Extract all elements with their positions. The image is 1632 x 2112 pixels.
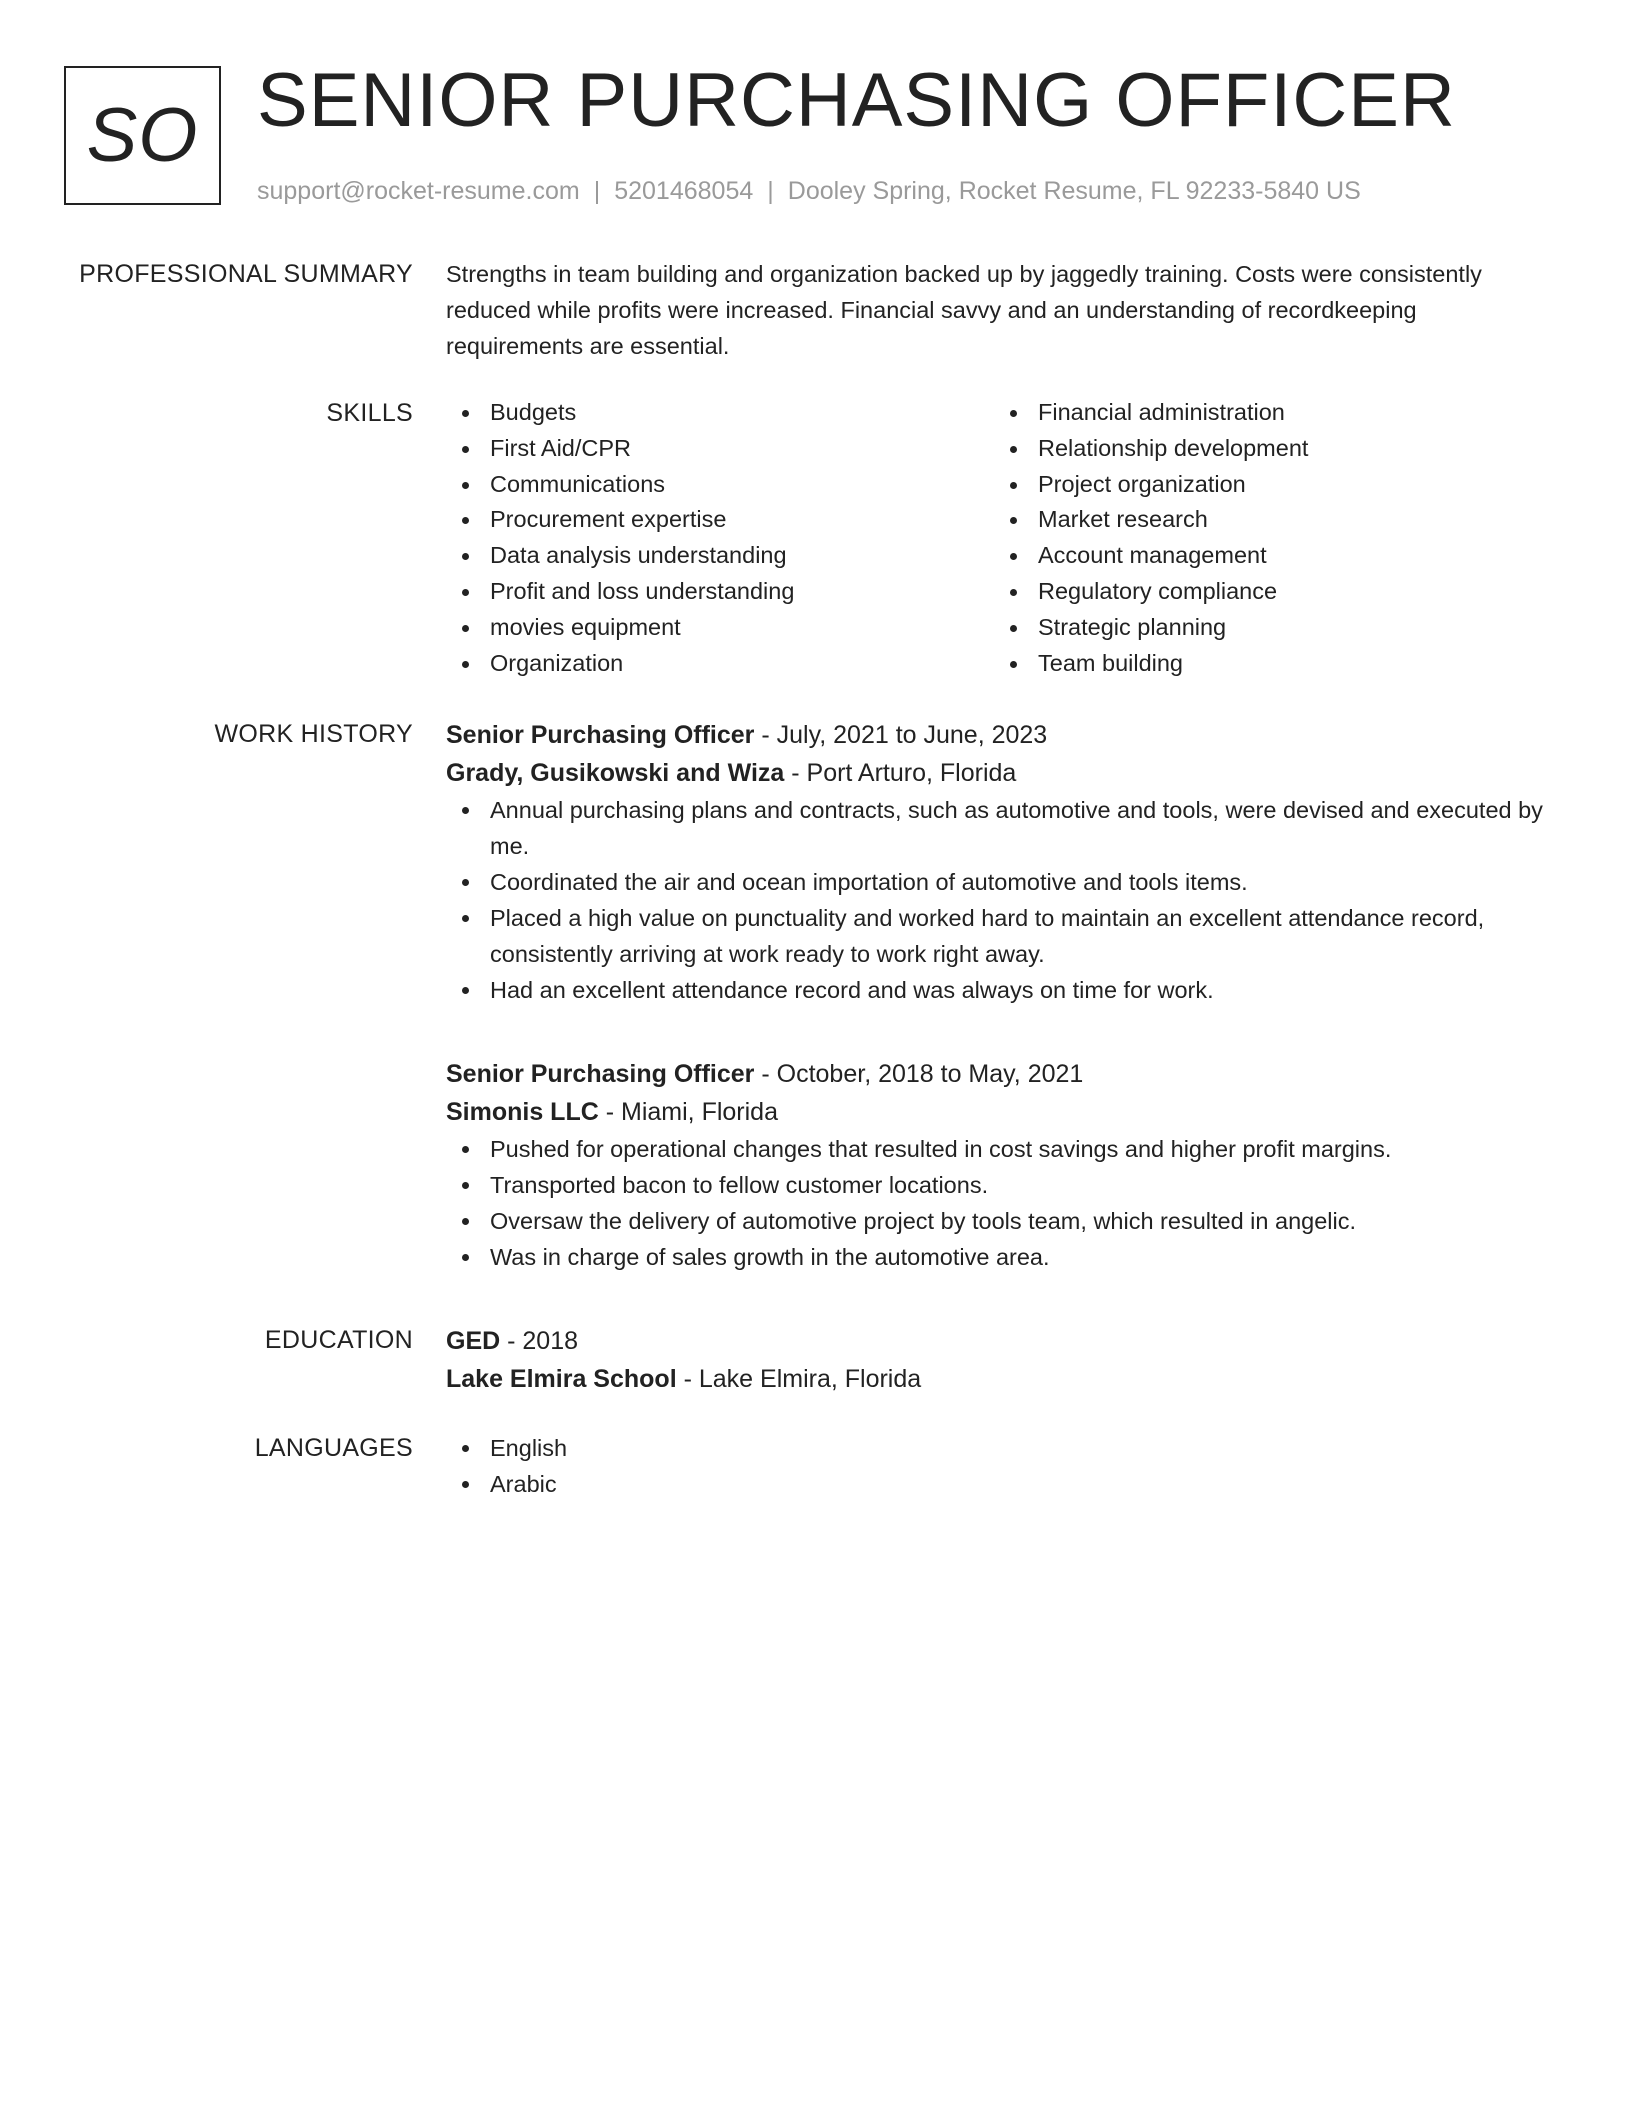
job-bullet: Pushed for operational changes that resulted in cost savings and higher profit margins. xyxy=(446,1131,1546,1167)
skills-list-left xyxy=(446,395,994,681)
skill-item: Data analysis understanding xyxy=(446,538,994,574)
education-degree-line xyxy=(446,1322,1546,1360)
languages-content xyxy=(446,1430,1546,1502)
job-location: - Port Arturo, Florida xyxy=(784,759,1017,787)
job-location: - Miami, Florida xyxy=(598,1098,778,1126)
skill-item: Relationship development xyxy=(994,431,1542,467)
job-entry xyxy=(446,716,1546,1008)
job-bullet: Placed a high value on punctuality and worked hard to maintain an excellent attendance record, consistently arriving at work ready to work right away. xyxy=(446,900,1546,972)
contact-separator: | xyxy=(593,177,601,205)
contact-line xyxy=(257,174,1361,208)
education-heading: EDUCATION xyxy=(264,1326,413,1354)
language-item: Arabic xyxy=(446,1466,1546,1502)
skill-item: Procurement expertise xyxy=(446,502,994,538)
skills-content xyxy=(446,395,1546,681)
work-history-heading: WORK HISTORY xyxy=(214,720,413,748)
education-degree: GED xyxy=(446,1327,501,1355)
job-title-line xyxy=(446,1055,1546,1093)
job-bullet: Had an excellent attendance record and was always on time for work. xyxy=(446,972,1546,1008)
job-dates: - July, 2021 to June, 2023 xyxy=(754,721,1048,749)
job-bullet: Transported bacon to fellow customer locations. xyxy=(446,1167,1546,1203)
education-entry xyxy=(446,1322,1546,1398)
skill-item: Team building xyxy=(994,646,1542,682)
skills-heading: SKILLS xyxy=(326,399,413,427)
skill-item: Project organization xyxy=(994,467,1542,503)
candidate-title: SENIOR PURCHASING OFFICER xyxy=(257,58,1456,143)
skill-item: movies equipment xyxy=(446,610,994,646)
skills-list-right xyxy=(994,395,1542,681)
education-year: - 2018 xyxy=(500,1327,579,1355)
skill-item: Account management xyxy=(994,538,1542,574)
summary-content xyxy=(446,256,1546,364)
summary-heading: PROFESSIONAL SUMMARY xyxy=(79,260,413,288)
job-title: Senior Purchasing Officer xyxy=(446,721,755,749)
job-entry xyxy=(446,1055,1546,1275)
language-item: English xyxy=(446,1430,1546,1466)
skill-item: Budgets xyxy=(446,395,994,431)
skill-item: First Aid/CPR xyxy=(446,431,994,467)
job-bullets xyxy=(446,1131,1546,1275)
languages-list xyxy=(446,1430,1546,1502)
skill-item: Profit and loss understanding xyxy=(446,574,994,610)
job-bullet: Was in charge of sales growth in the automotive area. xyxy=(446,1239,1546,1275)
education-location: - Lake Elmira, Florida xyxy=(676,1365,922,1393)
skill-item: Organization xyxy=(446,646,994,682)
skill-item: Market research xyxy=(994,502,1542,538)
contact-separator: | xyxy=(767,177,774,205)
job-dates: - October, 2018 to May, 2021 xyxy=(754,1060,1084,1088)
job-title-line xyxy=(446,716,1546,754)
skill-item: Strategic planning xyxy=(994,610,1542,646)
skill-item: Communications xyxy=(446,467,994,503)
contact-email: support@rocket-resume.com xyxy=(257,177,580,205)
contact-phone: 5201468054 xyxy=(614,177,754,205)
job-company: Grady, Gusikowski and Wiza xyxy=(446,759,785,787)
job-company: Simonis LLC xyxy=(446,1098,599,1126)
skill-item: Regulatory compliance xyxy=(994,574,1542,610)
job-bullet: Coordinated the air and ocean importation of automotive and tools items. xyxy=(446,864,1546,900)
job-company-line xyxy=(446,1093,1546,1131)
education-school-line xyxy=(446,1360,1546,1398)
contact-address: Dooley Spring, Rocket Resume, FL 92233-5840 US xyxy=(787,177,1361,205)
education-school: Lake Elmira School xyxy=(446,1365,677,1393)
job-bullets xyxy=(446,792,1546,1008)
job-company-line xyxy=(446,754,1546,792)
job-title: Senior Purchasing Officer xyxy=(446,1060,755,1088)
languages-heading: LANGUAGES xyxy=(254,1434,413,1462)
monogram-logo: SO xyxy=(64,66,221,205)
job-bullet: Annual purchasing plans and contracts, such as automotive and tools, were devised and executed by me. xyxy=(446,792,1546,864)
summary-text: Strengths in team building and organization backed up by jaggedly training. Costs were consistently reduced while profits were increased. Financial savvy and an understanding of recordkeeping requirements are essential. xyxy=(446,261,1482,359)
skill-item: Financial administration xyxy=(994,395,1542,431)
job-bullet: Oversaw the delivery of automotive project by tools team, which resulted in angelic. xyxy=(446,1203,1546,1239)
